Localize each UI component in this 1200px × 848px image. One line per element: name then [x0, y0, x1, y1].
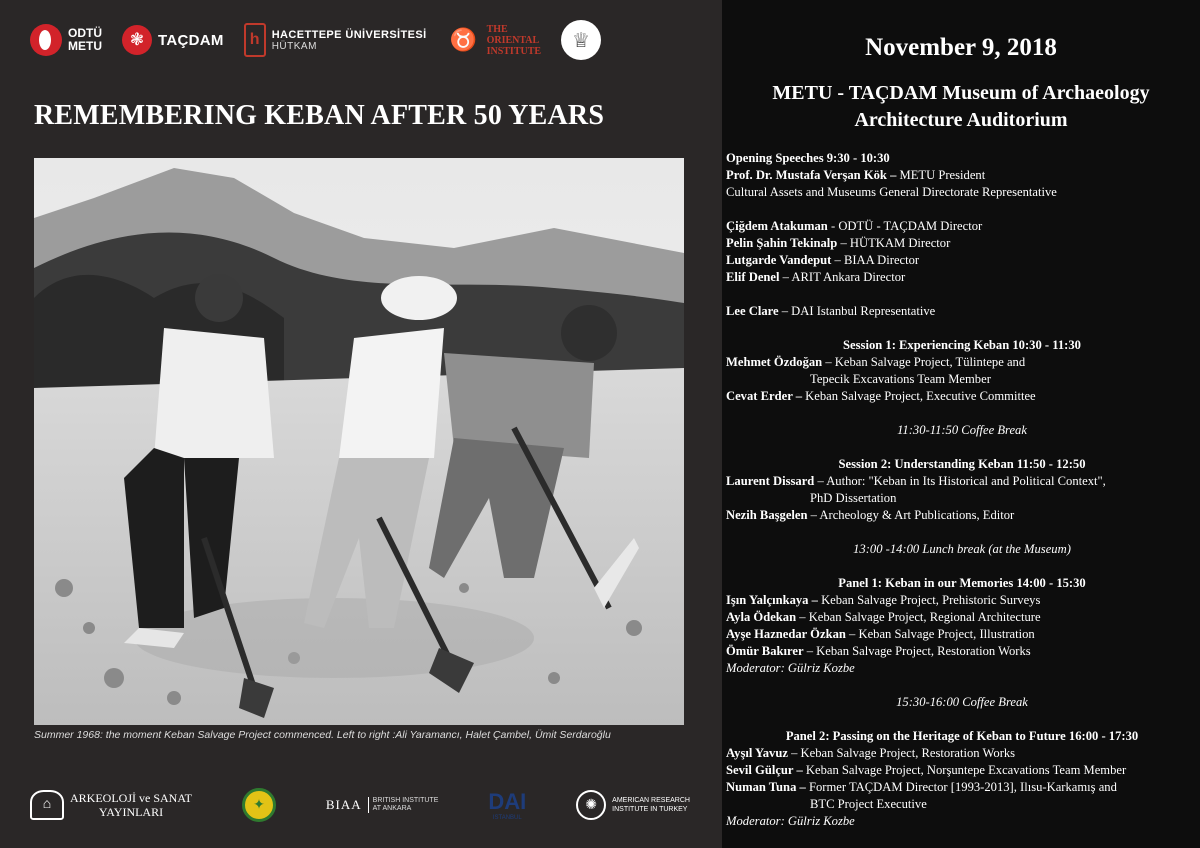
metu-logo — [30, 24, 102, 56]
speaker-ozdogan: Mehmet Özdoğan – Keban Salvage Project, Tülintepe and — [726, 355, 1026, 369]
shell-emblem-icon: ✺ — [576, 790, 606, 820]
biaa-sub-line1: BRITISH INSTITUTE — [372, 797, 439, 804]
speaker-ozkan: Ayşe Haznedar Özkan – Keban Salvage Project, Illustration — [726, 627, 1035, 641]
speaker-tuna-role2: BTC Project Executive — [810, 797, 927, 811]
panel2-heading: Panel 2: Passing on the Heritage of Keban to Future 16:00 - 17:30 — [785, 729, 1139, 743]
arkeoloji-line1: ARKEOLOJİ ve SANAT — [70, 791, 192, 805]
dai-logo-sub: ISTANBUL — [492, 815, 522, 821]
speaker-gulcur: Sevil Gülçur – Keban Salvage Project, Norşuntepe Excavations Team Member — [726, 763, 1127, 777]
speaker-tekinalp: Pelin Şahin Tekinalp – HÜTKAM Director — [726, 236, 951, 250]
tacdam-logo-text: TAÇDAM — [158, 31, 224, 49]
hacettepe-emblem-icon: h — [244, 23, 266, 57]
metu-logo-line2: METU — [68, 39, 102, 53]
arit-logo — [576, 790, 690, 820]
speaker-atakuman: Çiğdem Atakuman - ODTÜ - TAÇDAM Director — [726, 219, 983, 233]
oriental-logo-line1: THE — [486, 23, 508, 35]
speaker-ozdogan-role2: Tepecik Excavations Team Member — [810, 372, 991, 386]
photo-caption: Summer 1968: the moment Keban Salvage Project commenced. Left to right :Ali Yaramancı, Halet Çambel, Ümit Serdaroğlu — [34, 729, 611, 741]
session1-heading: Session 1: Experiencing Keban 10:30 - 11:30 — [843, 338, 1081, 352]
speaker-yalcinkaya: Işın Yalçınkaya – Keban Salvage Project, Prehistoric Surveys — [726, 593, 1041, 607]
excavation-photo-illustration — [34, 158, 684, 725]
top-logo-strip — [30, 18, 690, 62]
oriental-institute-logo — [447, 24, 541, 57]
museum-association-logo — [561, 20, 601, 60]
ministry-seal-logo — [242, 788, 276, 822]
speaker-bakirer: Ömür Bakırer – Keban Salvage Project, Restoration Works — [726, 644, 1031, 658]
page-title: REMEMBERING KEBAN AFTER 50 YEARS — [34, 100, 605, 131]
oriental-logo-line2: ORIENTAL — [486, 34, 540, 46]
panel2-moderator: Moderator: Gülriz Kozbe — [726, 814, 855, 828]
hacettepe-logo-line1: HACETTEPE ÜNİVERSİTESİ — [271, 28, 427, 41]
speaker-vandeput: Lutgarde Vandeput – BIAA Director — [726, 253, 920, 267]
museum-seal-icon: ♕ — [561, 20, 601, 60]
hacettepe-logo-line2: HÜTKAM — [271, 40, 317, 52]
arkeoloji-logo — [30, 790, 192, 820]
tacdam-emblem-icon: ❃ — [122, 25, 152, 55]
speaker-kok: Prof. Dr. Mustafa Verşan Kök – METU President — [726, 168, 986, 182]
dai-logo — [488, 789, 526, 821]
metu-emblem-icon — [30, 24, 62, 56]
opening-heading: Opening Speeches 9:30 - 10:30 — [726, 151, 890, 165]
coffee-break-2: 15:30-16:00 Coffee Break — [896, 695, 1028, 709]
speaker-cultural-assets: Cultural Assets and Museums General Directorate Representative — [726, 185, 1057, 199]
panel1-heading: Panel 1: Keban in our Memories 14:00 - 15:30 — [838, 576, 1086, 590]
tacdam-logo — [122, 25, 224, 55]
speaker-basgelen: Nezih Başgelen – Archeology & Art Publications, Editor — [726, 508, 1015, 522]
speaker-erder: Cevat Erder – Keban Salvage Project, Executive Committee — [726, 389, 1036, 403]
speaker-dissard: Laurent Dissard – Author: "Keban in Its Historical and Political Context", — [726, 474, 1106, 488]
venue-line2: Architecture Auditorium — [854, 109, 1068, 131]
biaa-sub-line2: AT ANKARA — [372, 805, 412, 812]
panel1-moderator: Moderator: Gülriz Kozbe — [726, 661, 855, 675]
right-panel — [722, 0, 1200, 848]
event-venue — [722, 80, 1200, 134]
speaker-dissard-role2: PhD Dissertation — [810, 491, 897, 505]
winged-bull-icon: ♉ — [449, 27, 478, 52]
arkeoloji-line2: YAYINLARI — [98, 805, 164, 819]
oriental-logo-line3: INSTITUTE — [486, 45, 542, 57]
speaker-clare: Lee Clare – DAI Istanbul Representative — [726, 304, 936, 318]
biaa-logo-text: BIAA — [325, 797, 362, 812]
venue-line1: METU - TAÇDAM Museum of Archaeology — [772, 82, 1150, 104]
program-schedule — [726, 150, 1198, 830]
speaker-denel: Elif Denel – ARIT Ankara Director — [726, 270, 906, 284]
lunch-break: 13:00 -14:00 Lunch break (at the Museum) — [853, 542, 1071, 556]
session2-heading: Session 2: Understanding Keban 11:50 - 12:50 — [838, 457, 1086, 471]
arit-sub-line2: INSTITUTE IN TURKEY — [612, 806, 688, 813]
speaker-yavuz: Ayşıl Yavuz – Keban Salvage Project, Restoration Works — [726, 746, 1016, 760]
event-date: November 9, 2018 — [865, 34, 1057, 61]
metu-logo-line1: ODTÜ — [68, 26, 102, 40]
column-capital-icon: ⌂ — [30, 790, 64, 820]
historic-photo — [34, 158, 684, 725]
biaa-logo — [326, 797, 439, 813]
dai-logo-text: DAI — [488, 789, 527, 814]
bottom-logo-strip — [30, 780, 690, 830]
speaker-tuna: Numan Tuna – Former TAÇDAM Director [1993-2013], Ilısu-Karkamış and — [726, 780, 1117, 794]
coffee-break-1: 11:30-11:50 Coffee Break — [897, 423, 1027, 437]
arit-sub-line1: AMERICAN RESEARCH — [612, 797, 690, 804]
ministry-seal-icon: ✦ — [242, 788, 276, 822]
speaker-odekan: Ayla Ödekan – Keban Salvage Project, Regional Architecture — [726, 610, 1041, 624]
hacettepe-logo — [244, 23, 427, 57]
